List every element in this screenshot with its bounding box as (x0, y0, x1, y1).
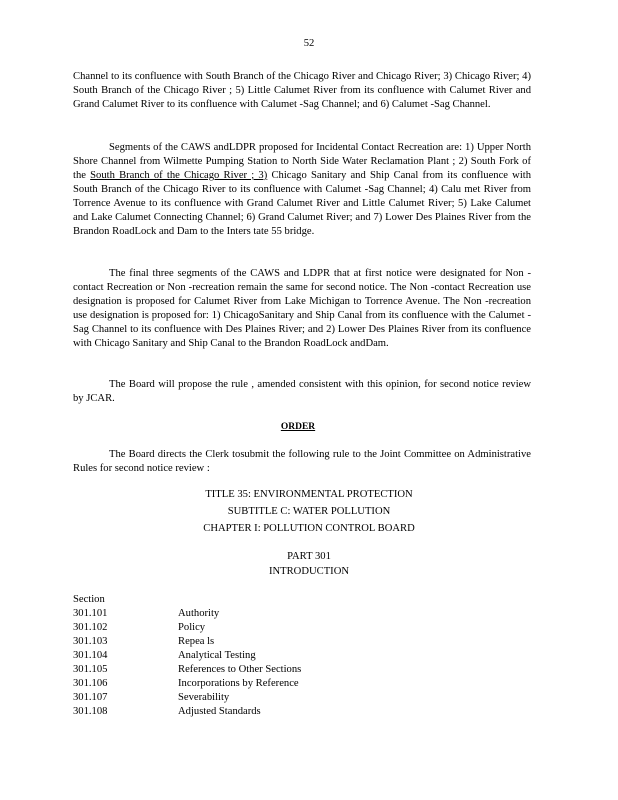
section-row (73, 649, 301, 663)
section-row (73, 635, 301, 649)
section-row (73, 691, 301, 705)
section-number: 301.105 (73, 664, 108, 675)
page-number: 52 (303, 38, 315, 49)
section-number: 301.108 (73, 706, 108, 717)
paragraph-text: Chicago Sanitary and Ship Canal from its confluence with South Branch of the Chicago River to its confluence with Calumet -Sag Channel; 4) Calu met River from Torrence Avenue to its confluence with Grand Calumet River and Little Calumet River; 5) Lake Calumet and Lake Calumet Connecting Channel; 6) Grand Calumet River; and 7) Lower Des Plaines River from the Brandon RoadLock and Dam to the Inters tate 55 bridge. (73, 170, 532, 237)
section-list-heading: Section (73, 594, 105, 605)
section-row (73, 607, 301, 621)
paragraph-text: Segments of the CAWS andLDPR proposed for Incidental Contact Recreation are: 1) Upper North Shore Channel from Wilmette Pumping Station to North Side Water Reclamation Plant ; 2) South Fork of the (73, 142, 531, 181)
section-row (73, 621, 301, 635)
paragraph-clerk-directive: The Board directs the Clerk tosubmit the following rule to the Joint Committee on Administrative Rules for second notice review : (73, 449, 531, 474)
section-name: Repea ls (178, 636, 215, 647)
section-list (73, 593, 301, 719)
section-row (73, 677, 301, 691)
section-name: References to Other Sections (178, 664, 302, 675)
section-name: Incorporations by Reference (178, 678, 299, 689)
section-number: 301.104 (73, 650, 108, 661)
section-name: Analytical Testing (178, 650, 256, 661)
paragraph-incidental-contact-segments (73, 141, 531, 239)
order-heading-text: ORDER (280, 422, 316, 432)
section-row (73, 705, 301, 719)
part-line: PART 301 (287, 551, 331, 562)
chapter-line: CHAPTER I: POLLUTION CONTROL BOARD (203, 523, 415, 534)
subtitle-line: SUBTITLE C: WATER POLLUTION (227, 506, 391, 517)
section-name: Authority (178, 608, 220, 619)
paragraph-non-contact-segments: The final three segments of the CAWS and LDPR that at first notice were designated for Non -contact Recreation or Non -recreation remain the same for second notice. The Non -contact Recreation use designation is proposed for Calumet River from Lake Michigan to Torrence Avenue. The Non -recreation use designation is proposed for: 1) ChicagoSanitary and Ship Canal from its confluence with the Calumet -Sag Channel to its confluence with Des Plaines River; and 2) Lower Des Plaines River from its confluence with Chicago Sanitary and Ship Canal to the Brandon RoadLock andDam. (73, 268, 531, 349)
title-line: TITLE 35: ENVIRONMENTAL PROTECTION (205, 489, 413, 500)
section-number: 301.107 (73, 692, 108, 703)
section-name: Adjusted Standards (178, 706, 261, 717)
section-name: Severability (178, 692, 230, 703)
paragraph-second-notice: The Board will propose the rule , amended consistent with this opinion, for second notice review by JCAR. (73, 379, 531, 404)
paragraph-primary-contact-segments: Channel to its confluence with South Branch of the Chicago River and Chicago River; 3) Chicago River; 4) South Branch of the Chicago River ; 5) Little Calumet River from its confluence with Calumet River and Grand Calumet River to its confluence with Calumet -Sag Channel; and 6) Calumet -Sag Channel. (73, 71, 531, 110)
underlined-text: South Branch of the Chicago River ; 3) (90, 170, 268, 181)
section-name: Policy (178, 622, 206, 633)
section-number: 301.102 (73, 622, 108, 633)
section-number: 301.101 (73, 608, 108, 619)
section-number: 301.106 (73, 678, 108, 689)
section-number: 301.103 (73, 636, 108, 647)
order-heading (0, 420, 618, 434)
section-row (73, 663, 301, 677)
part-name-line: INTRODUCTION (268, 566, 350, 577)
